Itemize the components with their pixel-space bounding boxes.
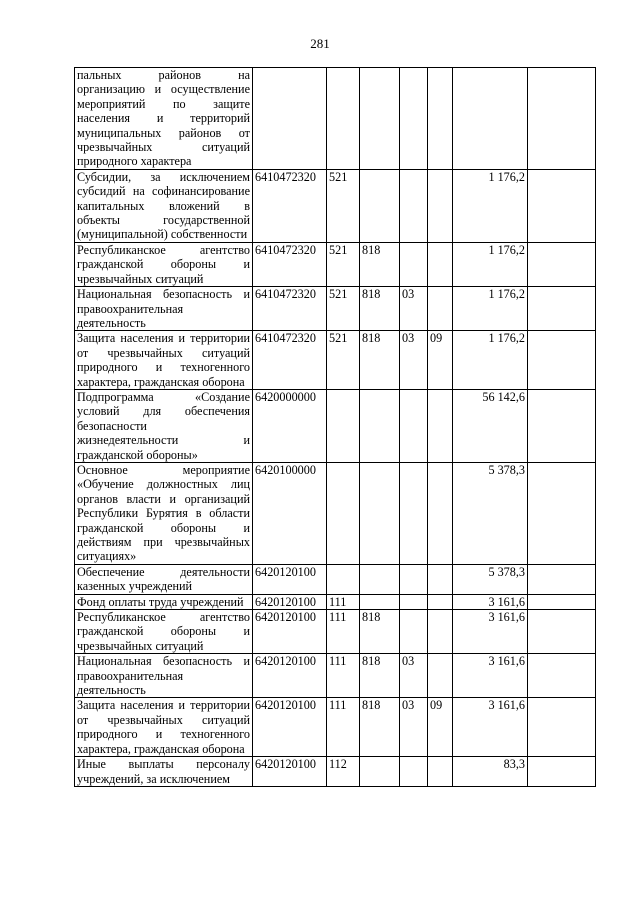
cell-section xyxy=(400,610,428,654)
cell-name: Защита населения и территории от чрезвычайных ситуаций природного и техногенного характера, гражданская оборона xyxy=(75,331,253,390)
cell-subsection xyxy=(428,757,453,787)
cell-name: Подпрограмма «Создание условий для обеспечения безопасности жизнедеятельности и гражданской обороны» xyxy=(75,389,253,462)
cell-extra xyxy=(528,242,596,286)
table-row xyxy=(75,698,596,757)
table-row xyxy=(75,654,596,698)
cell-target-article: 6420100000 xyxy=(253,462,327,564)
table-row xyxy=(75,610,596,654)
cell-section xyxy=(400,462,428,564)
cell-subsection: 09 xyxy=(428,331,453,390)
cell-target-article: 6410472320 xyxy=(253,287,327,331)
cell-administrator: 818 xyxy=(360,331,400,390)
table-row xyxy=(75,462,596,564)
cell-amount: 5 378,3 xyxy=(453,564,528,594)
cell-name: Национальная безопасность и правоохранительная деятельность xyxy=(75,654,253,698)
cell-subsection xyxy=(428,287,453,331)
cell-administrator xyxy=(360,389,400,462)
cell-target-article: 6420120100 xyxy=(253,654,327,698)
cell-target-article: 6420120100 xyxy=(253,594,327,609)
budget-table xyxy=(74,67,596,787)
cell-subsection xyxy=(428,242,453,286)
cell-administrator xyxy=(360,564,400,594)
cell-amount: 1 176,2 xyxy=(453,287,528,331)
cell-name: Республиканское агентство гражданской обороны и чрезвычайных ситуаций xyxy=(75,610,253,654)
cell-name: Республиканское агентство гражданской обороны и чрезвычайных ситуаций xyxy=(75,242,253,286)
cell-name: Защита населения и территории от чрезвычайных ситуаций природного и техногенного характера, гражданская оборона xyxy=(75,698,253,757)
cell-amount: 83,3 xyxy=(453,757,528,787)
cell-subsection xyxy=(428,389,453,462)
cell-extra xyxy=(528,169,596,242)
cell-section xyxy=(400,389,428,462)
cell-administrator: 818 xyxy=(360,654,400,698)
cell-name: Основное мероприятие «Обучение должностных лиц органов власти и организаций Республики Бурятия в области гражданской обороны и действиям при чрезвычайных ситуациях» xyxy=(75,462,253,564)
cell-extra xyxy=(528,610,596,654)
cell-name: Фонд оплаты труда учреждений xyxy=(75,594,253,609)
cell-section xyxy=(400,594,428,609)
cell-administrator xyxy=(360,68,400,170)
cell-expense-type: 521 xyxy=(327,169,360,242)
cell-expense-type: 111 xyxy=(327,698,360,757)
cell-amount xyxy=(453,68,528,170)
cell-extra xyxy=(528,698,596,757)
cell-expense-type: 521 xyxy=(327,287,360,331)
table-row xyxy=(75,287,596,331)
cell-administrator xyxy=(360,462,400,564)
cell-target-article xyxy=(253,68,327,170)
cell-amount: 1 176,2 xyxy=(453,331,528,390)
table-row xyxy=(75,242,596,286)
cell-target-article: 6410472320 xyxy=(253,169,327,242)
cell-amount: 3 161,6 xyxy=(453,594,528,609)
cell-section: 03 xyxy=(400,331,428,390)
cell-expense-type: 111 xyxy=(327,610,360,654)
cell-name: пальных районов на организацию и осуществление мероприятий по защите населения и территорий муниципальных районов от чрезвычайных ситуаций природного характера xyxy=(75,68,253,170)
cell-extra xyxy=(528,564,596,594)
cell-extra xyxy=(528,594,596,609)
page-number: 281 xyxy=(310,36,330,51)
table-body xyxy=(75,68,596,787)
cell-subsection xyxy=(428,169,453,242)
table-row xyxy=(75,169,596,242)
cell-expense-type: 111 xyxy=(327,654,360,698)
cell-target-article: 6420120100 xyxy=(253,757,327,787)
cell-amount: 3 161,6 xyxy=(453,610,528,654)
cell-extra xyxy=(528,287,596,331)
cell-section xyxy=(400,242,428,286)
table-row xyxy=(75,564,596,594)
cell-administrator xyxy=(360,757,400,787)
cell-administrator: 818 xyxy=(360,610,400,654)
cell-section: 03 xyxy=(400,654,428,698)
cell-subsection xyxy=(428,594,453,609)
cell-name: Национальная безопасность и правоохранительная деятельность xyxy=(75,287,253,331)
cell-section xyxy=(400,757,428,787)
cell-expense-type xyxy=(327,564,360,594)
table-row xyxy=(75,594,596,609)
cell-amount: 3 161,6 xyxy=(453,654,528,698)
cell-extra xyxy=(528,331,596,390)
cell-subsection xyxy=(428,564,453,594)
cell-target-article: 6420120100 xyxy=(253,698,327,757)
cell-expense-type xyxy=(327,462,360,564)
cell-section: 03 xyxy=(400,287,428,331)
cell-amount: 5 378,3 xyxy=(453,462,528,564)
cell-extra xyxy=(528,68,596,170)
cell-section xyxy=(400,68,428,170)
cell-extra xyxy=(528,757,596,787)
cell-administrator: 818 xyxy=(360,698,400,757)
cell-target-article: 6410472320 xyxy=(253,242,327,286)
cell-amount: 1 176,2 xyxy=(453,169,528,242)
cell-target-article: 6420120100 xyxy=(253,610,327,654)
cell-section xyxy=(400,564,428,594)
cell-expense-type: 521 xyxy=(327,331,360,390)
cell-amount: 1 176,2 xyxy=(453,242,528,286)
cell-subsection xyxy=(428,68,453,170)
table-row xyxy=(75,68,596,170)
cell-subsection: 09 xyxy=(428,698,453,757)
cell-extra xyxy=(528,389,596,462)
table-row xyxy=(75,331,596,390)
cell-expense-type xyxy=(327,68,360,170)
cell-extra xyxy=(528,462,596,564)
cell-amount: 56 142,6 xyxy=(453,389,528,462)
cell-section: 03 xyxy=(400,698,428,757)
cell-expense-type: 521 xyxy=(327,242,360,286)
cell-administrator: 818 xyxy=(360,287,400,331)
cell-expense-type xyxy=(327,389,360,462)
cell-expense-type: 111 xyxy=(327,594,360,609)
cell-name: Иные выплаты персоналу учреждений, за исключением xyxy=(75,757,253,787)
cell-expense-type: 112 xyxy=(327,757,360,787)
cell-administrator xyxy=(360,594,400,609)
cell-target-article: 6420120100 xyxy=(253,564,327,594)
cell-target-article: 6420000000 xyxy=(253,389,327,462)
cell-administrator: 818 xyxy=(360,242,400,286)
table-row xyxy=(75,389,596,462)
cell-amount: 3 161,6 xyxy=(453,698,528,757)
cell-administrator xyxy=(360,169,400,242)
cell-target-article: 6410472320 xyxy=(253,331,327,390)
cell-subsection xyxy=(428,610,453,654)
cell-name: Обеспечение деятельности казенных учреждений xyxy=(75,564,253,594)
cell-name: Субсидии, за исключением субсидий на софинансирование капитальных вложений в объекты государственной (муниципальной) собственности xyxy=(75,169,253,242)
cell-extra xyxy=(528,654,596,698)
cell-section xyxy=(400,169,428,242)
table-row xyxy=(75,757,596,787)
cell-subsection xyxy=(428,462,453,564)
cell-subsection xyxy=(428,654,453,698)
